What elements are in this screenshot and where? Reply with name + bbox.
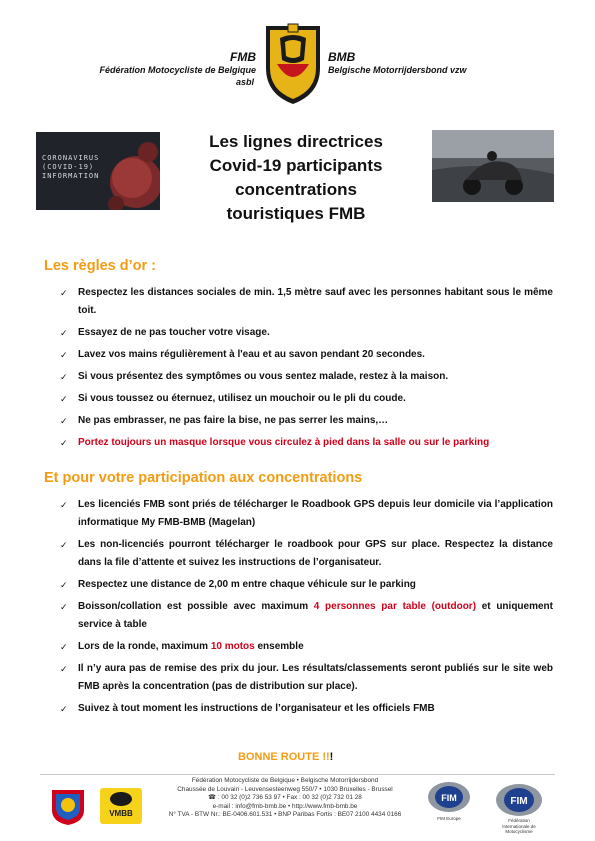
check-icon: ✓ [60,704,68,714]
list-item-text: ensemble [254,641,304,652]
list-item [60,368,553,386]
footer-divider [40,774,555,775]
list-item [60,324,553,342]
list-item-text: Les licenciés FMB sont priés de télécharger le Roadbook GPS depuis leur domicile via l’application informatique My FMB-BMB (Magelan) [78,499,553,528]
list-item [60,434,553,452]
list-item [60,700,553,718]
vmbb-logo-text: VMBB [109,809,133,818]
list-item-text: Si vous présentez des symptômes ou vous sentez malade, restez à la maison. [78,371,449,382]
list-item [60,412,553,430]
header-left-code: FMB [230,50,256,64]
footer-line: Fédération Motocycliste de Belgique • Belgische Motorrijdersbond [191,777,379,784]
closing-message [238,751,333,763]
list-item [60,598,553,634]
check-icon: ✓ [60,288,68,298]
list-item-text: Lavez vos mains régulièrement à l'eau et au savon pendant 20 secondes. [78,349,425,360]
list-item [60,536,553,572]
list-item-text: Respectez les distances sociales de min. 1,5 mètre sauf avec les personnes habitant sous le même toit. [78,287,553,316]
golden-rules-list [60,284,553,456]
closing-end: ! [329,751,334,763]
motorcycle-photo [432,130,554,202]
header-logo [80,14,520,104]
fim-logo [494,782,544,818]
check-icon: ✓ [60,664,68,674]
fim-caption: Fédération Internationale de Motocyclisme [502,818,536,834]
list-item [60,660,553,696]
header-left [99,50,256,88]
check-icon: ✓ [60,540,68,550]
fim-europe-logo-text: FIM [441,793,457,803]
moto-limit-highlight: 10 motos [210,641,255,652]
list-item-text: Essayez de ne pas toucher votre visage. [78,327,270,338]
list-item-text: Si vous toussez ou éternuez, utilisez un mouchoir ou le pli du coude. [78,393,406,404]
crest-logo [260,20,326,106]
footer-line: Chaussée de Louvain - Leuvensesteenweg 550/7 • 1030 Bruxelles - Brussel [177,785,393,793]
fim-europe-logo [426,780,472,814]
list-item-text: Les non-licenciés pourront télécharger le roadbook pour GPS sur place. Respectez la distance dans la file d’attente et suivez les instructions de l’organisateur. [78,539,553,568]
closing-text: BONNE ROUTE !! [238,751,330,763]
list-item-text: Ne pas embrasser, ne pas faire la bise, ne pas serrer les mains,… [78,415,389,426]
fim-logo-text: FIM [510,796,528,807]
fim-europe-caption: FIM Europe [437,816,461,821]
list-item [60,284,553,320]
list-item [60,576,553,594]
list-item [60,346,553,364]
check-icon: ✓ [60,500,68,510]
check-icon: ✓ [60,580,68,590]
participation-list [60,496,553,722]
list-item-text: et uniquement service à table [78,601,553,630]
list-item-text: Suivez à tout moment les instructions de l’organisateur et les officiels FMB [78,703,435,714]
check-icon: ✓ [60,328,68,338]
header-left-sub: asbl [235,77,254,87]
coronavirus-image-text: CORONAVIRUS (COVID-19) INFORMATION [42,154,100,180]
list-item [60,496,553,532]
check-icon: ✓ [60,438,68,448]
vmbb-logo [100,788,142,824]
footer-line: e-mail : info@fmb-bmb.be • http://www.fmb-bmb.be [212,802,358,810]
participation-heading: Et pour votre participation aux concentrations [44,470,363,486]
check-icon: ✓ [60,416,68,426]
list-item-text-mask: Portez toujours un masque lorsque vous circulez à pied dans la salle ou sur le parking [78,437,490,448]
footer-address [150,777,420,820]
vmbb-emblem [110,792,132,806]
list-item [60,390,553,408]
footer-line: N° TVA - BTW Nr.: BE-0406.601.531 • BNP Paribas Fortis : BE07 2100 4434 0166 [168,811,402,819]
page-title: Les lignes directrices Covid-19 participants concentrations touristiques FMB [209,132,383,223]
list-item-text: Respectez une distance de 2,00 m entre chaque véhicule sur le parking [78,579,416,590]
header-right-code: BMB [328,50,356,64]
list-item-text: Lors de la ronde, maximum [78,641,211,652]
check-icon: ✓ [60,372,68,382]
check-icon: ✓ [60,602,68,612]
check-icon: ✓ [60,350,68,360]
list-item-text: Boisson/collation est possible avec maximum [78,601,314,612]
check-icon: ✓ [60,394,68,404]
table-limit-highlight: 4 personnes par table (outdoor) [313,601,477,612]
header-left-name: Fédération Motocycliste de Belgique [99,65,256,75]
list-item [60,638,553,656]
federation-logo [48,786,88,826]
header-right [328,50,467,76]
list-item-text: Il n’y aura pas de remise des prix du jour. Les résultats/classements seront publiés sur le site web FMB après la concentration (pas de distribution sur place). [78,663,553,692]
footer-line: ☎ : 00 32 (0)2 736 53 97 • Fax : 00 32 (0)2 732 01 28 [208,794,362,802]
coronavirus-image [36,132,160,210]
header-right-name: Belgische Motorrijdersbond vzw [328,65,467,75]
golden-rules-heading: Les règles d’or : [44,258,157,274]
check-icon: ✓ [60,642,68,652]
